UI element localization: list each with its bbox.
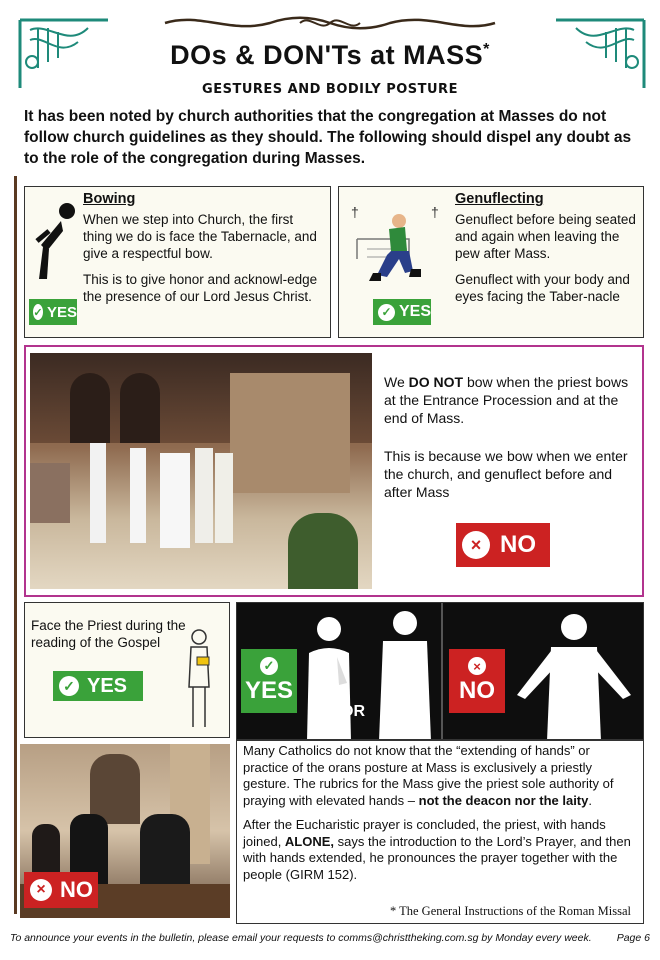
header-flourish (160, 12, 500, 34)
check-icon: ✓ (260, 657, 278, 675)
svg-text:†: † (351, 204, 359, 220)
x-icon: × (30, 879, 52, 901)
orans-comparison-panel (236, 602, 644, 740)
congregation-photo (20, 744, 230, 918)
check-icon: ✓ (59, 676, 79, 696)
orans-text-1: Many Catholics do not know that the “extending of hands” or practice of the orans posture at Mass is exclusively a priestly gesture. The rubrics for the Mass give the priest sole authority of praying with elevated hands – not the deacon nor the laity. (243, 743, 614, 808)
bowing-card (24, 186, 331, 338)
gospel-yes-badge: ✓ YES (53, 671, 143, 701)
footer-notice: To announce your events in the bulletin, please email your requests to comms@christtheking.com.sg by Monday every week. (10, 932, 592, 944)
left-border-rule (14, 176, 17, 914)
genuflecting-yes-badge: ✓ YES (373, 299, 431, 325)
congregation-no-badge: × NO (24, 872, 98, 908)
person-holding-book-icon (183, 627, 215, 731)
orans-text-2: After the Eucharistic prayer is concluded, the priest, with hands joined, ALONE, says the introduction to the Lord’s Prayer, and then with hands extended, he pronounces the prayer together with the people (GIRM 152). (243, 817, 631, 882)
or-label: OR (341, 703, 365, 720)
check-icon: ✓ (33, 304, 43, 320)
check-icon: ✓ (378, 304, 395, 321)
procession-no-badge: × NO (456, 523, 550, 567)
procession-text-1: We DO NOT bow when the priest bows at the Entrance Procession and at the end of Mass. (384, 374, 629, 426)
svg-text:†: † (431, 204, 439, 220)
procession-photo (30, 353, 372, 589)
bowing-text-2: This is to give honor and acknowl-edge the presence of our Lord Jesus Christ. (83, 272, 318, 304)
intro-text: It has been noted by church authorities that the congregation at Masses do not follow church guidelines as they should. The following should dispel any doubt as to the role of the congregation during Masses. (24, 108, 632, 167)
orans-no-badge: × NO (449, 649, 505, 713)
bowing-figure-icon (29, 201, 79, 281)
orans-explanation (236, 740, 644, 924)
genuflecting-card (338, 186, 644, 338)
standing-figure-silhouette (373, 609, 437, 740)
page-number: Page 6 (616, 932, 650, 944)
orans-posture-silhouette (507, 611, 641, 740)
procession-text-2: This is because we bow when we enter the church, and genuflect before and after Mass (384, 448, 628, 500)
x-icon: × (468, 657, 486, 675)
x-icon: × (462, 531, 490, 559)
gospel-card (24, 602, 230, 738)
page-title: DOs & DON'Ts at MASS* (170, 40, 490, 70)
page-subtitle: GESTURES AND BODILY POSTURE (202, 82, 458, 97)
genuflecting-text-2: Genuflect with your body and eyes facing the Taber-nacle (455, 272, 630, 304)
genuflecting-figure-icon (347, 199, 447, 291)
gospel-text: Face the Priest during the reading of the Gospel (31, 618, 186, 650)
genuflecting-text-1: Genuflect before being seated and again when leaving the pew after Mass. (455, 212, 636, 261)
bowing-heading: Bowing (83, 191, 136, 207)
genuflecting-heading: Genuflecting (455, 191, 544, 207)
footnote: * The General Instructions of the Roman Missal (389, 904, 631, 918)
procession-card (24, 345, 644, 597)
page-footer (10, 932, 650, 944)
orans-yes-badge: ✓ YES (241, 649, 297, 713)
bowing-yes-badge: ✓ YES (29, 299, 77, 325)
bowing-text-1: When we step into Church, the first thing we do is face the Tabernacle, and give a respectful bow. (83, 212, 317, 261)
